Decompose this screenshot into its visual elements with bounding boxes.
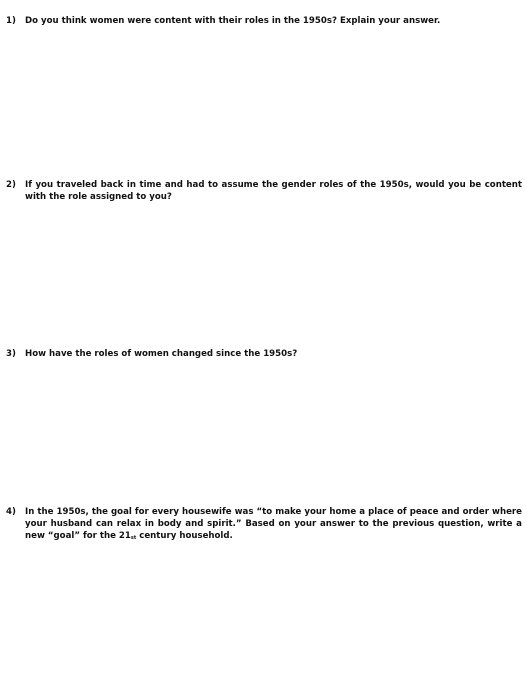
question-number: 2): [6, 180, 16, 190]
question-1: [6, 15, 522, 27]
question-text: Do you think women were content with their roles in the 1950s? Explain your answer.: [25, 16, 441, 26]
question-number: 1): [6, 16, 16, 26]
question-text: [25, 506, 522, 542]
question-text: If you traveled back in time and had to assume the gender roles of the 1950s, would you be content with the role assigned to you?: [25, 180, 522, 202]
question-3: [6, 348, 522, 360]
question-text-part: In the 1950s, the goal for every housewife was “to make your home a place of peace and order where your husband can relax in body and spirit.” Based on your answer to the previous question, write a new “goal” for the 21: [25, 507, 522, 541]
question-text-part: century household.: [136, 531, 233, 541]
question-number: 3): [6, 349, 16, 359]
question-number: 4): [6, 507, 16, 517]
ordinal-suffix: st: [130, 535, 137, 541]
question-2: [6, 179, 522, 203]
question-text: How have the roles of women changed since the 1950s?: [25, 349, 298, 359]
question-4: [6, 506, 522, 542]
